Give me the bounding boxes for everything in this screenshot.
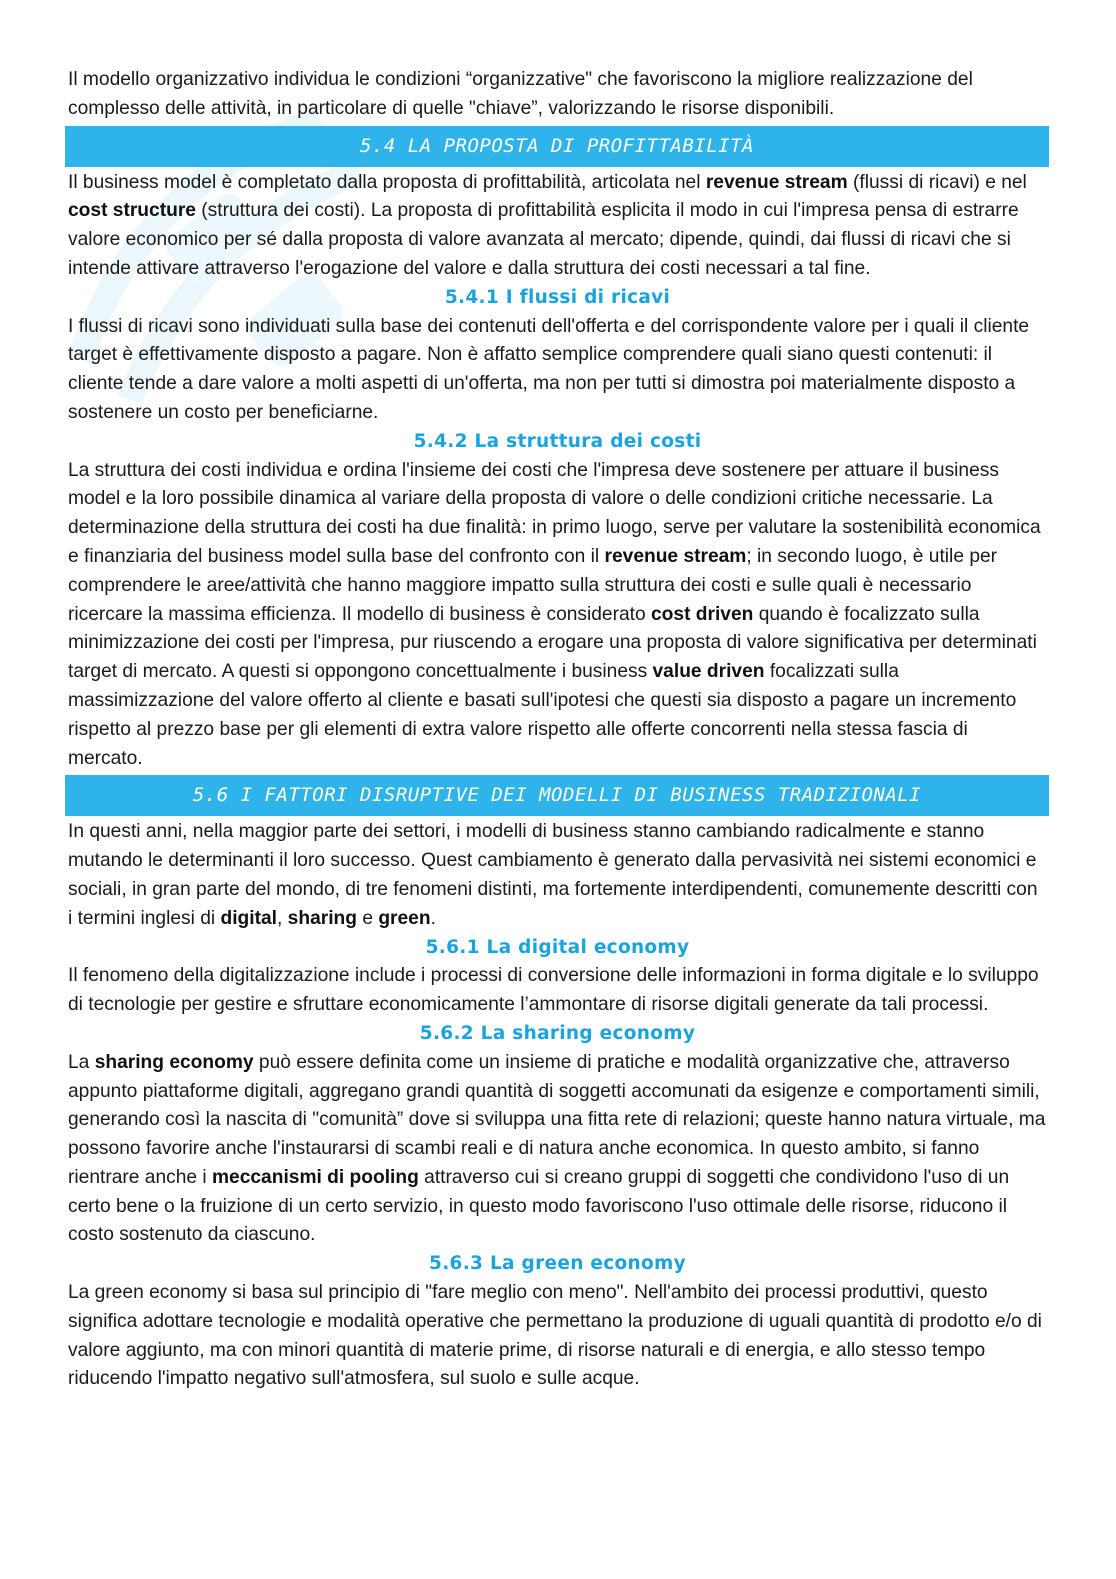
section-5-4-1-paragraph: I flussi di ricavi sono individuati sulla base dei contenuti dell'offerta e del corrispondente valore per i quali il cliente target è effettivamente disposto a pagare. Non è affatto semplice comprendere quali siano questi contenuti: il cliente tende a dare valore a molti aspetti di un'offerta, ma non per tutti si dimostra poi materialmente disposto a sostenere un costo per beneficiarne. — [68, 315, 1030, 423]
section-5-4-paragraph: Il business model è completato dalla proposta di profittabilità, articolata nel revenue stream (flussi di ricavi) e nel cost structure (struttura dei costi). La proposta di profittabilità esplicita il modo in cui l'impresa pensa di estrarre valore economico per sé dalla proposta di valore avanzata al mercato; dipende, quindi, dai flussi di ricavi che si intende attivare attraverso l'erogazione del valore e dalla struttura dei costi necessari a tal fine. — [68, 171, 1027, 279]
section-heading-5-4: 5.4 LA PROPOSTA DI PROFITTABILITÀ — [65, 126, 1049, 167]
section-heading-5-6: 5.6 I FATTORI DISRUPTIVE DEI MODELLI DI BUSINESS TRADIZIONALI — [65, 775, 1049, 816]
section-5-6-3-paragraph: La green economy si basa sul principio di "fare meglio con meno". Nell'ambito dei processi produttivi, questo significa adottare tecnologie e modalità operative che permettano la produzione di uguali quantità di prodotto e/o di valore aggiunto, ma con minori quantità di materie prime, di risorse naturali e di energia, e allo stesso tempo riducendo l'impatto negativo sull'atmosfera, sul suolo e sulle acque. — [68, 1282, 1042, 1390]
subheading-5-4-2: 5.4.2 La struttura dei costi — [413, 430, 702, 452]
subheading-5-4-1: 5.4.1 I flussi di ricavi — [444, 286, 671, 308]
subheading-5-6-2: 5.6.2 La sharing economy — [419, 1022, 696, 1044]
subheading-5-6-1: 5.6.1 La digital economy — [425, 936, 690, 958]
document-page — [0, 66, 1116, 1394]
section-5-6-paragraph: In questi anni, nella maggior parte dei settori, i modelli di business stanno cambiando radicalmente e stanno mutando le determinanti il loro successo. Quest cambiamento è generato dalla pervasività nei sistemi economici e sociali, in gran parte del mondo, di tre fenomeni distinti, ma fortemente interdipendenti, comunemente descritti con i termini inglesi di digital, sharing e green. — [68, 821, 1038, 929]
section-5-6-2-paragraph: La sharing economy può essere definita come un insieme di pratiche e modalità organizzative che, attraverso appunto piattaforme digitali, aggregano grandi quantità di soggetti accomunati da esigenze e comportamenti simili, generando così la nascita di "comunità” dove si sviluppa una fitta rete di relazioni; queste hanno natura virtuale, ma possono favorire anche l'instaurarsi di scambi reali e di natura anche economica. In questo ambito, si fanno rientrare anche i meccanismi di pooling attraverso cui si creano gruppi di soggetti che condividono l'uso di un certo bene o la fruizione di un certo servizio, in questo modo favoriscono l'uso ottimale delle risorse, riducono il costo sostenuto da ciascuno. — [68, 1051, 1046, 1246]
subheading-5-6-3: 5.6.3 La green economy — [429, 1253, 686, 1275]
intro-paragraph: Il modello organizzativo individua le condizioni “organizzative" che favoriscono la migliore realizzazione del complesso delle attività, in particolare di quelle "chiave”, valorizzando le risorse disponibili. — [68, 69, 973, 119]
section-5-4-2-paragraph: La struttura dei costi individua e ordina l'insieme dei costi che l'impresa deve sostenere per attuare il business model e la loro possibile dinamica al variare della proposta di valore o delle condizioni critiche necessarie. La determinazione della struttura dei costi ha due finalità: in primo luogo, serve per valutare la sostenibilità economica e finanziaria del business model sulla base del confronto con il revenue stream; in secondo luogo, è utile per comprendere le aree/attività che hanno maggiore impatto sulla struttura dei costi e sulle quali è necessario ricercare la massima efficienza. Il modello di business è considerato cost driven quando è focalizzato sulla minimizzazione dei costi per l'impresa, pur riuscendo a erogare una proposta di valore significativa per determinati target di mercato. A questi si oppongono concettualmente i business value driven focalizzati sulla massimizzazione del valore offerto al cliente e basati sull'ipotesi che questi sia disposto a pagare un incremento rispetto al prezzo base per gli elementi di extra valore rispetto alle offerte concorrenti nella stessa fascia di mercato. — [68, 459, 1041, 769]
section-5-6-1-paragraph: Il fenomeno della digitalizzazione include i processi di conversione delle informazioni in forma digitale e lo sviluppo di tecnologie per gestire e sfruttare economicamente l’ammontare di risorse digitali generate da tali processi. — [68, 965, 1039, 1016]
